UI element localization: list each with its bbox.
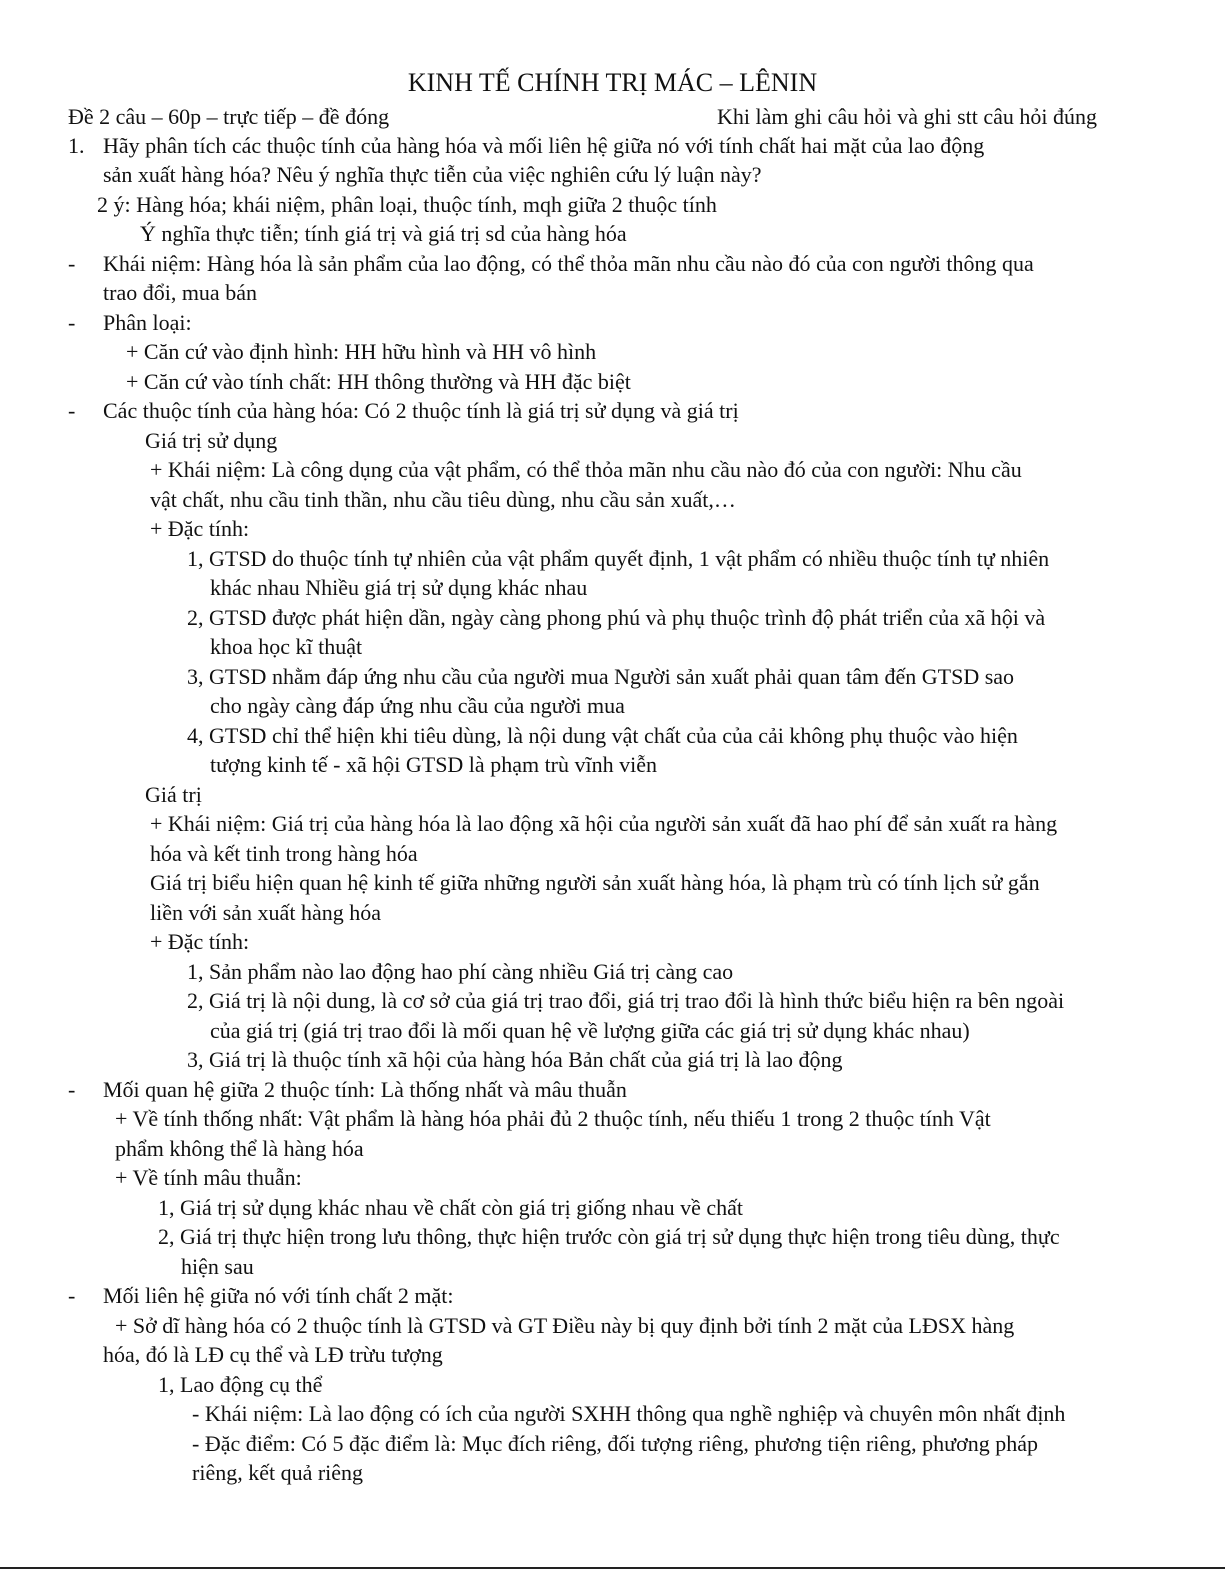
text-line: + Về tính thống nhất: Vật phẩm là hàng hóa phải đủ 2 thuộc tính, nếu thiếu 1 trong 2 thuộc tính Vật	[115, 1106, 991, 1131]
list-item-cont: khác nhau Nhiều giá trị sử dụng khác nhau	[210, 575, 588, 600]
bullet-dash: -	[68, 398, 76, 423]
text-line: + Căn cứ vào định hình: HH hữu hình và HH vô hình	[126, 339, 597, 364]
text-line: + Khái niệm: Là công dụng của vật phẩm, có thể thỏa mãn nhu cầu nào đó của con người: Nhu cầu	[150, 457, 1022, 482]
bullet-dash: -	[68, 310, 76, 335]
list-item-cont: tượng kinh tế - xã hội GTSD là phạm trù vĩnh viễn	[210, 752, 657, 777]
question-number: 1.	[68, 133, 85, 158]
list-item-cont: riêng, kết quả riêng	[192, 1460, 364, 1485]
question-text: Hãy phân tích các thuộc tính của hàng hóa và mối liên hệ giữa nó với tính chất hai mặt của lao động	[103, 133, 985, 158]
list-item: 4, GTSD chỉ thể hiện khi tiêu dùng, là nội dung vật chất của của cải không phụ thuộc vào hiện	[187, 723, 1018, 748]
text-line: + Về tính mâu thuẫn:	[115, 1165, 302, 1190]
subsection-heading: Giá trị sử dụng	[145, 428, 278, 453]
subsection-heading: 1, Lao động cụ thể	[158, 1372, 323, 1397]
list-item-cont: hiện sau	[181, 1254, 254, 1279]
text-line: + Khái niệm: Giá trị của hàng hóa là lao động xã hội của người sản xuất đã hao phí để sản xuất ra hàng	[150, 811, 1058, 836]
list-item: 1, GTSD do thuộc tính tự nhiên của vật phẩm quyết định, 1 vật phẩm có nhiều thuộc tính tự nhiên	[187, 546, 1050, 571]
text-line: liền với sản xuất hàng hóa	[150, 900, 381, 925]
bullet-dash: -	[68, 251, 76, 276]
bullet-dash: -	[68, 1283, 76, 1308]
section-heading: Phân loại:	[103, 310, 192, 335]
page-bottom-rule	[0, 1567, 1225, 1569]
text-line: hóa và kết tinh trong hàng hóa	[150, 841, 418, 866]
text-line: + Đặc tính:	[150, 929, 250, 954]
list-item: 3, Giá trị là thuộc tính xã hội của hàng hóa Bản chất của giá trị là lao động	[187, 1047, 843, 1072]
list-item-cont: cho ngày càng đáp ứng nhu cầu của người mua	[210, 693, 625, 718]
list-item: 2, Giá trị thực hiện trong lưu thông, thực hiện trước còn giá trị sử dụng thực hiện trong tiêu dùng, thực	[158, 1224, 1060, 1249]
note-line: 2 ý: Hàng hóa; khái niệm, phân loại, thuộc tính, mqh giữa 2 thuộc tính	[97, 192, 717, 217]
exam-note: Khi làm ghi câu hỏi và ghi stt câu hỏi đúng	[717, 104, 1098, 129]
page-title: KINH TẾ CHÍNH TRỊ MÁC – LÊNIN	[407, 68, 818, 97]
text-line: phẩm không thể là hàng hóa	[115, 1136, 364, 1161]
list-item: - Đặc điểm: Có 5 đặc điểm là: Mục đích riêng, đối tượng riêng, phương tiện riêng, phương pháp	[192, 1431, 1038, 1456]
list-item: - Khái niệm: Là lao động có ích của người SXHH thông qua nghề nghiệp và chuyên môn nhất định	[192, 1401, 1066, 1426]
list-item: 2, Giá trị là nội dung, là cơ sở của giá trị trao đổi, giá trị trao đổi là hình thức biểu hiện ra bên ngoài	[187, 988, 1065, 1013]
list-item: 2, GTSD được phát hiện dần, ngày càng phong phú và phụ thuộc trình độ phát triển của xã hội và	[187, 605, 1046, 630]
question-text: sản xuất hàng hóa? Nêu ý nghĩa thực tiễn của việc nghiên cứu lý luận này?	[103, 162, 762, 187]
text-line: + Đặc tính:	[150, 516, 250, 541]
list-item: 1, Giá trị sử dụng khác nhau về chất còn giá trị giống nhau về chất	[158, 1195, 743, 1220]
note-line: Ý nghĩa thực tiễn; tính giá trị và giá trị sd của hàng hóa	[140, 221, 627, 246]
list-item-cont: của giá trị (giá trị trao đổi là mối quan hệ về lượng giữa các giá trị sử dụng khác nhau)	[210, 1018, 970, 1043]
list-item-cont: khoa học kĩ thuật	[210, 634, 363, 659]
list-item: 1, Sản phẩm nào lao động hao phí càng nhiều Giá trị càng cao	[187, 959, 734, 984]
section-heading: Mối liên hệ giữa nó với tính chất 2 mặt:	[103, 1283, 454, 1308]
section-heading: Mối quan hệ giữa 2 thuộc tính: Là thống nhất và mâu thuẫn	[103, 1077, 627, 1102]
text-line: trao đổi, mua bán	[103, 280, 257, 305]
text-line: + Sở dĩ hàng hóa có 2 thuộc tính là GTSD và GT Điều này bị quy định bởi tính 2 mặt của LĐSX hàng	[115, 1313, 1015, 1338]
bullet-dash: -	[68, 1077, 76, 1102]
text-line: + Căn cứ vào tính chất: HH thông thường và HH đặc biệt	[126, 369, 631, 394]
text-line: Khái niệm: Hàng hóa là sản phẩm của lao động, có thể thỏa mãn nhu cầu nào đó của con người thông qua	[103, 251, 1034, 276]
exam-info: Đề 2 câu – 60p – trực tiếp – đề đóng	[68, 104, 390, 129]
subsection-heading: Giá trị	[145, 782, 202, 807]
list-item: 3, GTSD nhằm đáp ứng nhu cầu của người mua Người sản xuất phải quan tâm đến GTSD sao	[187, 664, 1015, 689]
text-line: hóa, đó là LĐ cụ thể và LĐ trừu tượng	[103, 1342, 443, 1367]
section-heading: Các thuộc tính của hàng hóa: Có 2 thuộc tính là giá trị sử dụng và giá trị	[103, 398, 739, 423]
text-line: Giá trị biểu hiện quan hệ kinh tế giữa những người sản xuất hàng hóa, là phạm trù có tính lịch sử gắn	[150, 870, 1040, 895]
text-line: vật chất, nhu cầu tinh thần, nhu cầu tiêu dùng, nhu cầu sản xuất,…	[150, 487, 736, 512]
